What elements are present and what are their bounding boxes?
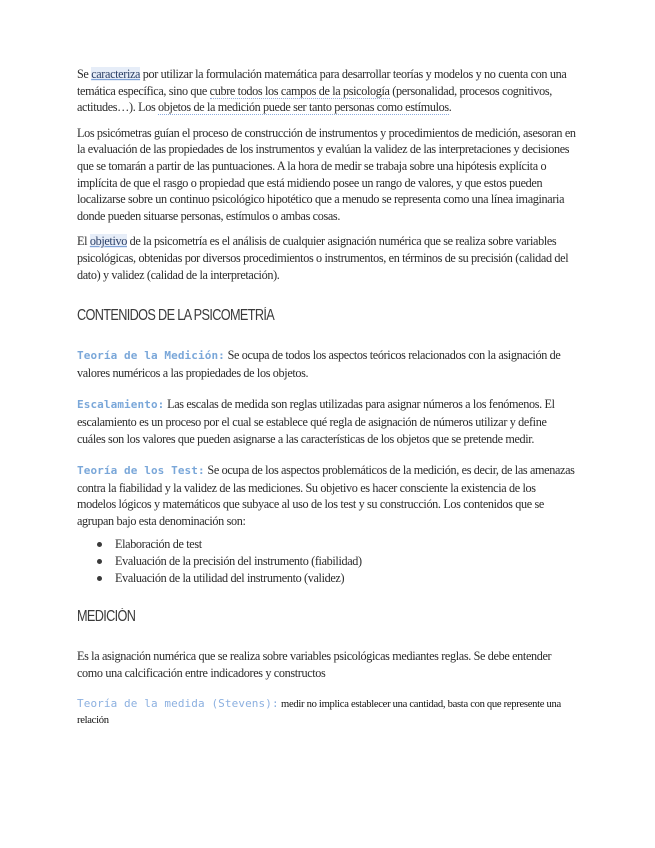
contenidos-list xyxy=(77,536,577,586)
teoria-test-paragraph xyxy=(77,462,577,529)
list-item: Evaluación de la precisión del instrumento (fiabilidad) xyxy=(77,553,577,570)
comment-marked-text[interactable]: cubre todos los campos de la psicología xyxy=(209,83,390,98)
text-run: Se xyxy=(77,67,92,81)
term-escalamiento: Escalamiento: xyxy=(77,398,165,412)
term-teoria-test: Teoría de los Test: xyxy=(77,464,205,478)
document-body xyxy=(77,66,577,728)
objetivo-paragraph xyxy=(77,233,577,283)
text-run: El xyxy=(77,234,90,249)
text-run: (personalidad, procesos cognitivos, actitudes…). Los xyxy=(77,83,552,115)
teoria-medicion-paragraph xyxy=(77,347,577,381)
section-heading-contenidos: CONTENIDOS DE LA PSICOMETRÍA xyxy=(77,307,275,325)
definition-text: medir no implica establecer una cantidad, basta con que represente una relación xyxy=(77,699,561,726)
list-item: Evaluación de la utilidad del instrumento (validez) xyxy=(77,570,577,587)
list-item: Elaboración de test xyxy=(77,536,577,553)
stevens-paragraph xyxy=(77,696,577,728)
term-teoria-medicion: Teoría de la Medición: xyxy=(77,349,225,363)
text-run: por utilizar la formulación matemática para desarrollar teorías y modelos y no cuenta con una temática específica, sino que xyxy=(77,67,567,98)
intro-paragraph xyxy=(77,66,577,116)
comment-marked-text[interactable]: objetos de la medición puede ser tanto personas como estímulos xyxy=(158,100,449,115)
text-run: de la psicometría es el análisis de cualquier asignación numérica que se realiza sobre variables psicológicas, obtenidas por diversos procedimientos o instrumentos, en términos de su precisión (calidad del dato) y validez (calidad de la interpretación). xyxy=(77,234,569,282)
text-run: . xyxy=(448,100,452,115)
psicometras-paragraph: Los psicómetras guían el proceso de construcción de instrumentos y procedimientos de medición, asesoran en la evaluación de las propiedades de los instrumentos y evalúan la validez de las interpretaciones y decisiones que se tomarán a partir de las puntuaciones. A la hora de medir se trabaja sobre una hipótesis explícita o implícita de que el rasgo o propiedad que está midiendo posee un rango de valores, y que estos pueden localizarse sobre un continuo psicológico hipotético que a menudo se representa como una línea imaginaria donde pueden situarse personas, estímulos o ambas cosas. xyxy=(77,125,576,223)
term-teoria-medida-stevens: Teoría de la medida (Stevens): xyxy=(77,697,279,711)
highlighted-word-objetivo[interactable]: objetivo xyxy=(89,234,127,249)
definition-text: Las escalas de medida son reglas utilizadas para asignar números a los fenómenos. El escalamiento es un proceso por el cual se establece qué regla de asignación de números utilizar y define cuáles son los valores que pueden asignarse a las características de los objetos que se pretende medir. xyxy=(77,397,555,446)
medicion-paragraph: Es la asignación numérica que se realiza sobre variables psicológicas mediantes reglas. Se debe entender como una calcificación entre indicadores y constructos xyxy=(77,649,552,680)
escalamiento-paragraph xyxy=(77,396,577,447)
definition-text: Se ocupa de todos los aspectos teóricos relacionados con la asignación de valores numéricos a las propiedades de los objetos. xyxy=(77,348,561,380)
highlighted-word-caracteriza[interactable]: caracteriza xyxy=(91,67,141,81)
definition-text: Se ocupa de los aspectos problemáticos de la medición, es decir, de las amenazas contra la fiabilidad y la validez de las mediciones. Su objetivo es hacer consciente la existencia de los modelos lógicos y matemáticos que subyace al uso de los test y su construcción. Los contenidos que se agrupan bajo esta denominación son: xyxy=(77,463,575,528)
section-heading-medicion: MEDICIÓN xyxy=(77,608,136,626)
